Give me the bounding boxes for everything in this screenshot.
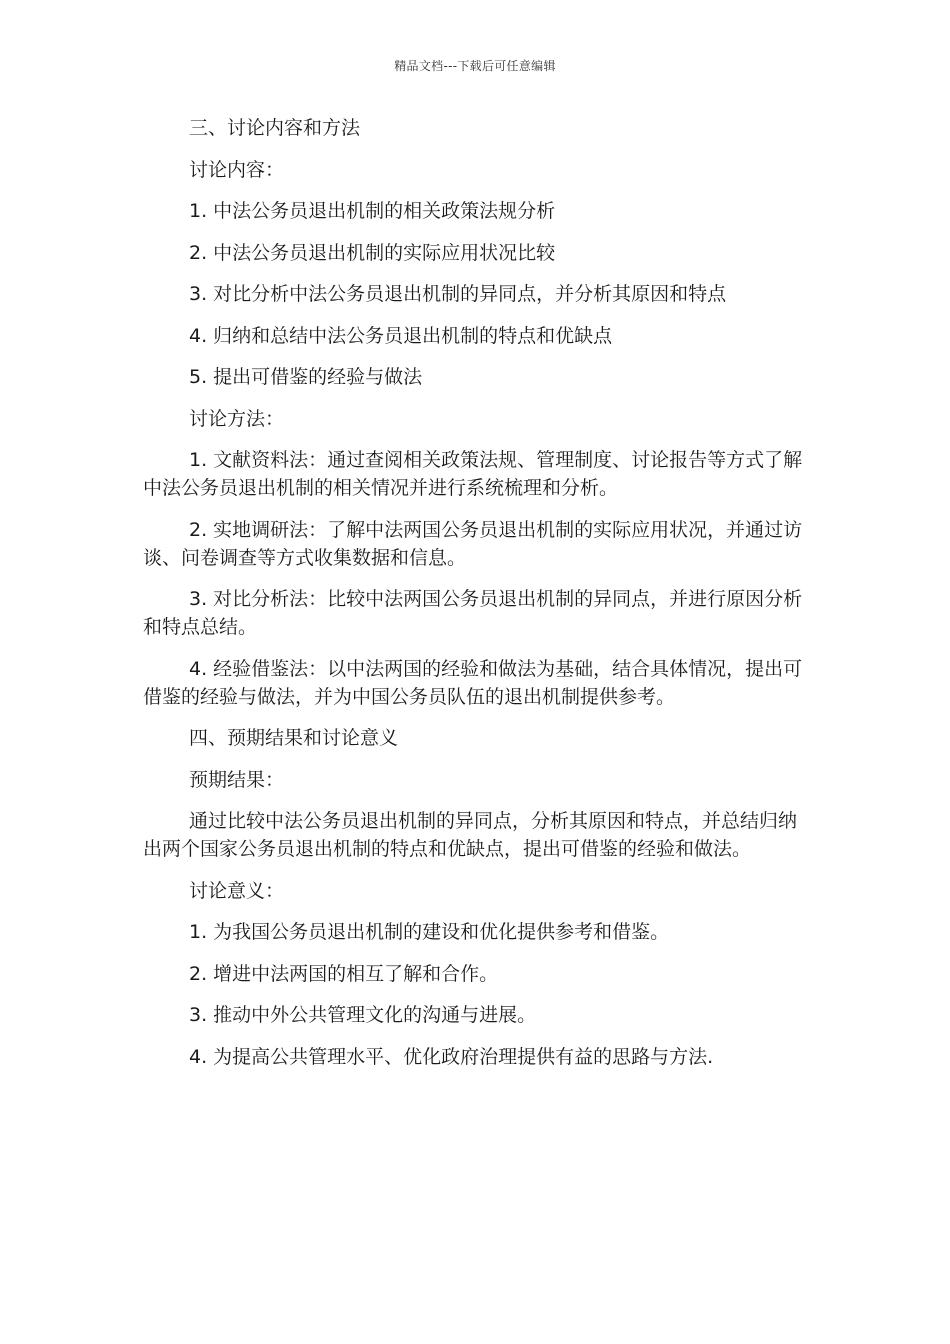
- content-item: 4. 归纳和总结中法公务员退出机制的特点和优缺点: [189, 324, 613, 347]
- method-item: 3. 对比分析法：比较中法两国公务员退出机制的异同点，并进行原因分析和特点总结。: [143, 588, 803, 638]
- content-item: 5. 提出可借鉴的经验与做法: [189, 366, 423, 388]
- result-label: 预期结果：: [189, 768, 285, 791]
- method-item: 2. 实地调研法：了解中法两国公务员退出机制的实际应用状况，并通过访谈、问卷调查等方式收集数据和信息。: [143, 518, 803, 569]
- section-heading-4: 四、预期结果和讨论意义: [189, 727, 399, 749]
- content-item: 1. 中法公务员退出机制的相关政策法规分析: [189, 200, 556, 222]
- significance-label: 讨论意义：: [189, 879, 285, 902]
- content-label: 讨论内容：: [189, 158, 285, 181]
- section-heading-3: 三、讨论内容和方法: [189, 117, 361, 139]
- content-item: 2. 中法公务员退出机制的实际应用状况比较: [189, 241, 556, 264]
- method-item: 1. 文献资料法：通过查阅相关政策法规、管理制度、讨论报告等方式了解中法公务员退出机制的相关情况并进行系统梳理和分析。: [143, 449, 803, 499]
- document-body: [143, 114, 803, 1084]
- method-label: 讨论方法：: [189, 407, 285, 430]
- significance-item: 3. 推动中外公共管理文化的沟通与进展。: [189, 1004, 537, 1026]
- result-paragraph: 通过比较中法公务员退出机制的异同点，分析其原因和特点，并总结归纳出两个国家公务员退出机制的特点和优缺点，提出可借鉴的经验和做法。: [143, 810, 798, 860]
- method-item: 4. 经验借鉴法：以中法两国的经验和做法为基础，结合具体情况，提出可借鉴的经验与做法，并为中国公务员队伍的退出机制提供参考。: [143, 657, 803, 708]
- page-header: 精品文档---下载后可任意编辑: [394, 59, 556, 73]
- content-item: 3. 对比分析中法公务员退出机制的异同点，并分析其原因和特点: [189, 283, 727, 305]
- significance-item: 4. 为提高公共管理水平、优化政府治理提供有益的思路与方法.: [189, 1045, 714, 1068]
- significance-item: 1. 为我国公务员退出机制的建设和优化提供参考和借鉴。: [189, 921, 670, 943]
- significance-item: 2. 增进中法两国的相互了解和合作。: [189, 962, 499, 985]
